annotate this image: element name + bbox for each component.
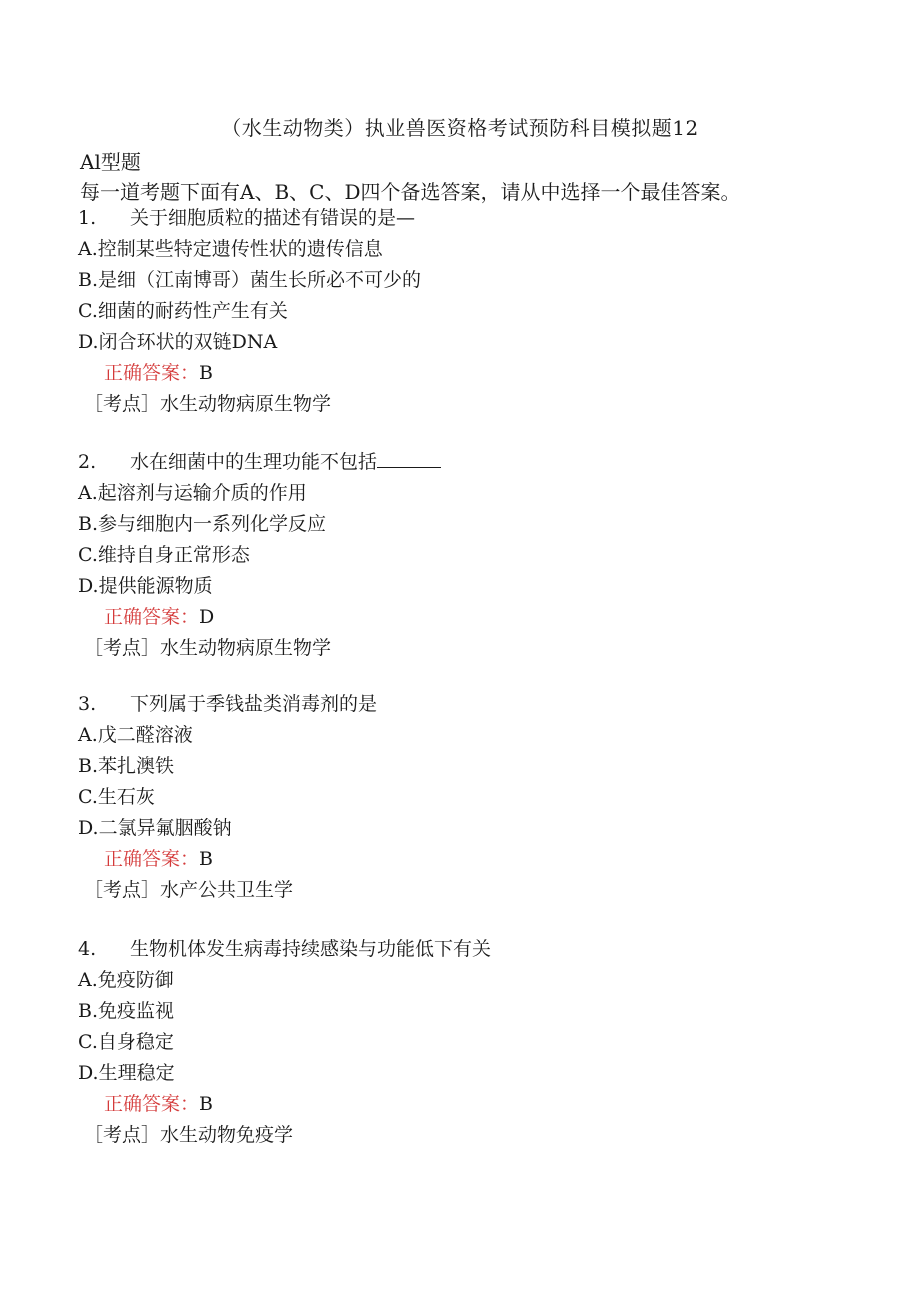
option-b: B.苯扎澳铁 xyxy=(78,755,175,777)
question-text: 关于细胞质粒的描述有错误的是— xyxy=(130,207,416,229)
answer-value: B xyxy=(199,362,213,384)
option-d: D.二氯异氟胭酸钠 xyxy=(78,817,232,839)
topic-value: 水产公共卫生学 xyxy=(160,879,294,901)
instruction-text: 每一道考题下面有A、B、C、D四个备选答案，请从中选择一个最佳答案。 xyxy=(80,180,741,204)
question-number: 4. xyxy=(78,938,97,960)
answer-value: B xyxy=(199,1093,213,1115)
document-title: （水生动物类）执业兽医资格考试预防科目模拟题12 xyxy=(221,116,699,140)
option-c: C.细菌的耐药性产生有关 xyxy=(78,300,288,322)
question-number: 3. xyxy=(78,693,97,715)
option-b: B.参与细胞内一系列化学反应 xyxy=(78,513,327,535)
topic-line xyxy=(78,875,858,906)
question-stem xyxy=(78,689,858,720)
option-a: A.戊二醛溶液 xyxy=(78,724,193,746)
question-stem xyxy=(78,447,858,478)
question-text: 下列属于季钱盐类消毒剂的是 xyxy=(130,693,378,715)
question-stem xyxy=(78,934,858,965)
topic-line xyxy=(78,1120,858,1151)
section-heading: Al型题 xyxy=(80,150,141,174)
topic-line xyxy=(78,389,858,420)
correct-answer xyxy=(78,1089,858,1120)
answer-value: B xyxy=(199,848,213,870)
option-b: B.免疫监视 xyxy=(78,1000,175,1022)
answer-label: 正确答案： xyxy=(104,362,200,384)
topic-value: 水生动物病原生物学 xyxy=(160,637,332,659)
option-a: A.免疫防御 xyxy=(78,969,174,991)
question-4 xyxy=(78,934,858,1151)
topic-value: 水生动物病原生物学 xyxy=(160,393,332,415)
question-number: 1. xyxy=(78,207,97,229)
answer-value: D xyxy=(199,606,215,628)
question-1 xyxy=(78,203,858,420)
question-text: 生物机体发生病毒持续感染与功能低下有关 xyxy=(130,938,492,960)
topic-label: ［考点］ xyxy=(84,637,161,659)
question-number: 2. xyxy=(78,451,97,473)
answer-label: 正确答案： xyxy=(104,1093,200,1115)
question-stem xyxy=(78,203,858,234)
answer-label: 正确答案： xyxy=(104,606,200,628)
topic-label: ［考点］ xyxy=(84,879,161,901)
question-2 xyxy=(78,447,858,664)
option-d: D.闭合环状的双链DNA xyxy=(78,331,278,353)
option-c: C.自身稳定 xyxy=(78,1031,174,1053)
question-3 xyxy=(78,689,858,906)
correct-answer xyxy=(78,602,858,633)
topic-label: ［考点］ xyxy=(84,393,161,415)
option-c: C.生石灰 xyxy=(78,786,155,808)
topic-value: 水生动物免疫学 xyxy=(160,1124,294,1146)
option-a: A.控制某些特定遗传性状的遗传信息 xyxy=(78,238,383,260)
answer-label: 正确答案： xyxy=(104,848,200,870)
option-a: A.起溶剂与运输介质的作用 xyxy=(78,482,307,504)
correct-answer xyxy=(78,358,858,389)
option-d: D.提供能源物质 xyxy=(78,575,213,597)
topic-line xyxy=(78,633,858,664)
option-c: C.维持自身正常形态 xyxy=(78,544,250,566)
option-b: B.是细（江南博哥）菌生长所必不可少的 xyxy=(78,269,422,291)
answer-blank xyxy=(377,449,441,468)
question-text: 水在细菌中的生理功能不包括 xyxy=(130,451,378,473)
option-d: D.生理稳定 xyxy=(78,1062,175,1084)
correct-answer xyxy=(78,844,858,875)
topic-label: ［考点］ xyxy=(84,1124,161,1146)
